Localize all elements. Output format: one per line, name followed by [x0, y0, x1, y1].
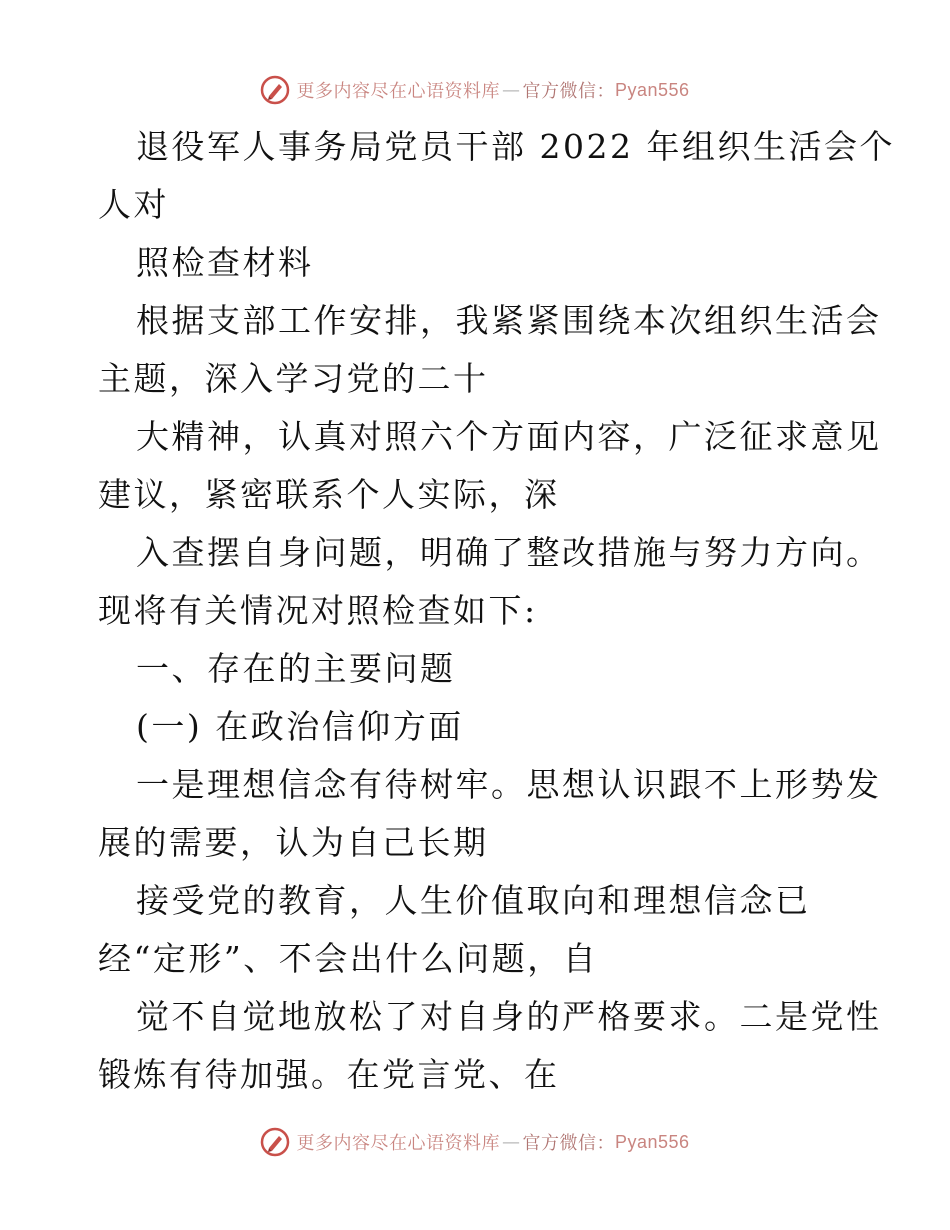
- watermark-footer: [0, 1122, 950, 1162]
- doc-line: 入查摆自身问题，明确了整改措施与努力方向。: [136, 533, 882, 572]
- doc-line: 一、存在的主要问题: [136, 649, 456, 688]
- watermark-separator: —: [501, 79, 521, 101]
- doc-line: 锻炼有待加强。在党言党、在: [98, 1055, 560, 1094]
- doc-line: 根据支部工作安排，我紧紧围绕本次组织生活会: [136, 301, 882, 340]
- doc-line: 照检查材料: [136, 243, 314, 282]
- pen-logo-icon: [260, 1127, 290, 1157]
- doc-line: 现将有关情况对照检查如下:: [98, 591, 538, 630]
- document-body: [98, 118, 895, 1104]
- watermark-header: [0, 70, 950, 110]
- doc-line: 接受党的教育，人生价值取向和理想信念已: [136, 881, 811, 920]
- watermark-id: Pyan556: [614, 1131, 690, 1152]
- doc-line: 主题，深入学习党的二十: [98, 359, 489, 398]
- doc-line: 一是理想信念有待树牢。思想认识跟不上形势发: [136, 765, 882, 804]
- watermark-label: 官方微信：: [522, 1133, 615, 1154]
- watermark-label: 官方微信：: [522, 81, 615, 102]
- doc-line: 经“定形”、不会出什么问题，自: [98, 939, 599, 978]
- doc-line: 展的需要，认为自己长期: [98, 823, 489, 862]
- doc-line: 退役军人事务局党员干部 2022 年组织生活会个: [136, 127, 895, 166]
- pen-logo-icon: [260, 75, 290, 105]
- doc-line: 人对: [98, 185, 169, 224]
- doc-line: 建议，紧密联系个人实际，深: [98, 475, 560, 514]
- doc-line: 觉不自觉地放松了对自身的严格要求。二是党性: [136, 997, 882, 1036]
- doc-line: 大精神，认真对照六个方面内容，广泛征求意见: [136, 417, 882, 456]
- watermark-text: 更多内容尽在心语资料库: [296, 1133, 500, 1154]
- doc-line: (一) 在政治信仰方面: [136, 707, 464, 746]
- watermark-id: Pyan556: [614, 79, 690, 100]
- watermark-separator: —: [501, 1131, 521, 1153]
- watermark-text: 更多内容尽在心语资料库: [296, 81, 500, 102]
